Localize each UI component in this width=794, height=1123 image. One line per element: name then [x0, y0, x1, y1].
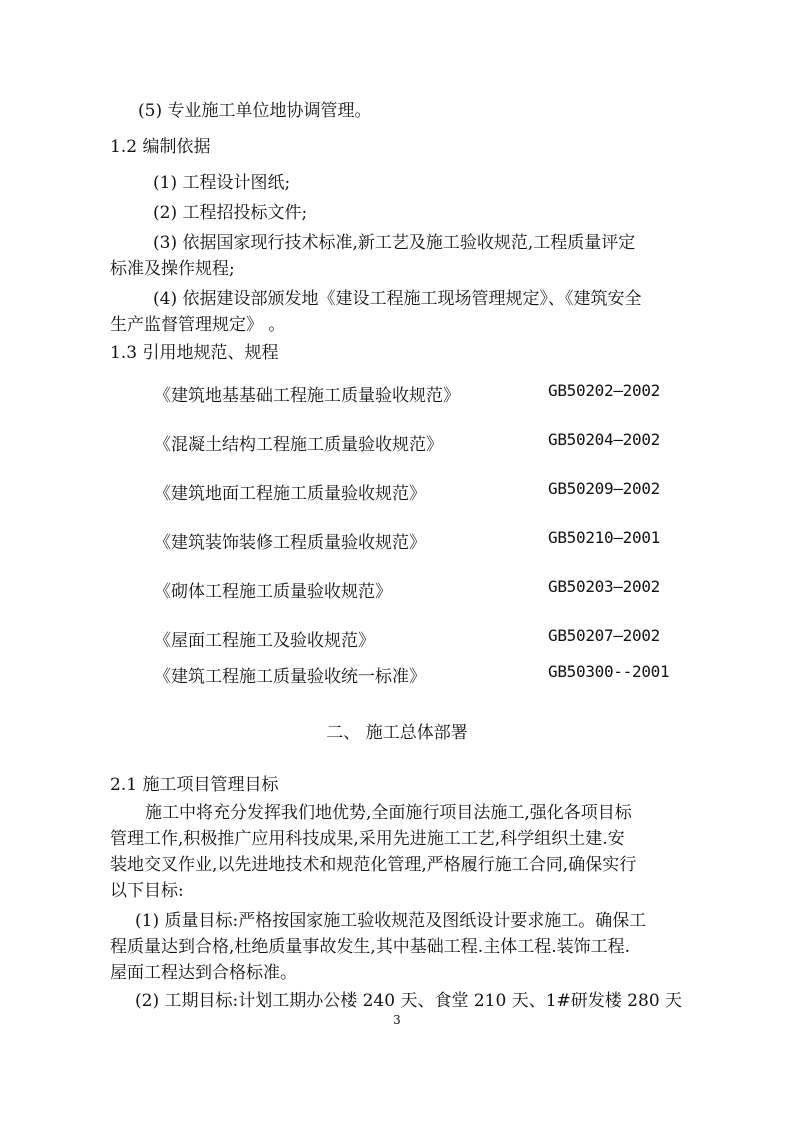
reference-code: GB50204—2002: [548, 430, 660, 449]
quality-goal-line: 程质量达到合格,杜绝质量事故发生,其中基础工程.主体工程.装饰工程.: [110, 937, 631, 957]
paragraph-line: 管理工作,积极推广应用科技成果,采用先进施工工艺,科学组织土建.安: [110, 829, 625, 849]
line-5-coordination: (5) 专业施工单位地协调管理。: [138, 101, 372, 121]
paragraph-line: 施工中将充分发挥我们地优势,全面施行项目法施工,强化各项目标: [145, 803, 632, 823]
quality-goal-line: 屋面工程达到合格标准。: [110, 963, 297, 983]
paragraph-line: 以下目标:: [110, 881, 184, 901]
reference-name: 《建筑工程施工质量验收统一标准》: [154, 667, 426, 687]
reference-name: 《屋面工程施工及验收规范》: [154, 631, 375, 651]
reference-name: 《建筑地面工程施工质量验收规范》: [154, 484, 426, 504]
reference-code: GB50210—2001: [548, 528, 660, 547]
section-title: 二、 施工总体部署: [326, 723, 468, 743]
reference-name: 《建筑地基基础工程施工质量验收规范》: [154, 386, 460, 406]
heading-1-2: 1.2 编制依据: [110, 137, 211, 157]
item-4-regulations-cont: 生产监督管理规定》 。: [110, 315, 286, 335]
page-number: 3: [393, 1013, 401, 1027]
heading-1-3: 1.3 引用地规范、规程: [110, 343, 279, 363]
reference-code: GB50207—2002: [548, 626, 660, 645]
item-4-regulations: (4) 依据建设部颁发地《建设工程施工现场管理规定》、《建筑安全: [153, 289, 642, 309]
heading-2-1: 2.1 施工项目管理目标: [110, 775, 279, 795]
item-3-standards-cont: 标准及操作规程;: [110, 259, 235, 279]
schedule-goal-line: (2) 工期目标:计划工期办公楼 240 天、食堂 210 天、1#研发楼 280 天: [135, 991, 683, 1011]
item-1-drawings: (1) 工程设计图纸;: [153, 173, 291, 193]
item-3-standards: (3) 依据国家现行技术标准,新工艺及施工验收规范,工程质量评定: [153, 233, 636, 253]
paragraph-line: 装地交叉作业,以先进地技术和规范化管理,严格履行施工合同,确保实行: [110, 855, 637, 875]
reference-name: 《砌体工程施工质量验收规范》: [154, 582, 392, 602]
item-2-tender: (2) 工程招投标文件;: [153, 203, 308, 223]
reference-code: GB50203—2002: [548, 577, 660, 596]
reference-code: GB50202—2002: [548, 381, 660, 400]
reference-code: GB50209—2002: [548, 479, 660, 498]
reference-name: 《混凝土结构工程施工质量验收规范》: [154, 435, 443, 455]
quality-goal-line: (1) 质量目标:严格按国家施工验收规范及图纸设计要求施工。确保工: [135, 911, 647, 931]
reference-code: GB50300--2001: [548, 662, 670, 681]
reference-name: 《建筑装饰装修工程质量验收规范》: [154, 533, 426, 553]
